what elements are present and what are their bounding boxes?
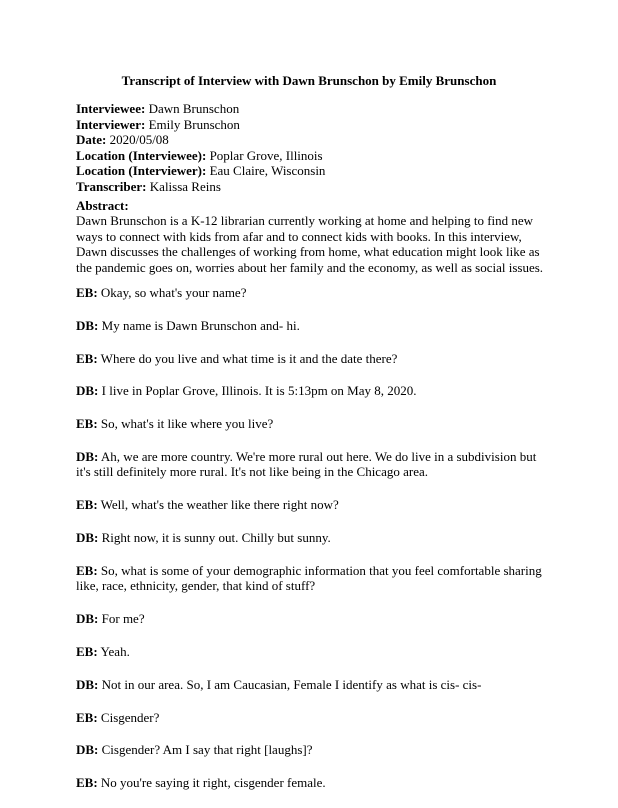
meta-label: Location (Interviewee): <box>76 147 207 163</box>
dialogue-turn <box>76 351 546 367</box>
speaker-label: DB: <box>76 530 99 546</box>
dialogue-turn <box>76 449 546 480</box>
speaker-label: EB: <box>76 709 98 725</box>
speaker-label: DB: <box>76 742 99 758</box>
speaker-label: EB: <box>76 775 98 791</box>
meta-interviewee <box>76 101 546 117</box>
utterance-text: No you're saying it right, cisgender female. <box>97 775 326 791</box>
document-title: Transcript of Interview with Dawn Brunschon by Emily Brunschon <box>121 73 497 88</box>
meta-label: Date: <box>76 132 107 147</box>
speaker-label: DB: <box>76 317 99 333</box>
abstract-heading: Abstract: <box>76 198 129 213</box>
utterance-text: Where do you live and what time is it and the date there? <box>97 350 398 366</box>
transcript-body <box>76 285 546 808</box>
meta-label: Transcriber: <box>76 178 147 194</box>
dialogue-turn <box>76 383 546 399</box>
utterance-text: Ah, we are more country. We're more rural out here. We do live in a subdivision but it's still definitely more rural. It's not like being in the Chicago area. <box>76 448 537 480</box>
speaker-label: EB: <box>76 643 98 659</box>
meta-date <box>76 132 546 148</box>
abstract-text: Dawn Brunschon is a K-12 librarian currently working at home and helping to find new ways to connect with kids from afar and to connect kids with books. In this interview, Dawn discusses the challenges of working from home, what education might look like as the pandemic goes on, worries about her family and the economy, as well as social issues. <box>76 213 544 275</box>
speaker-label: DB: <box>76 383 99 399</box>
meta-value: Kalissa Reins <box>146 178 221 194</box>
meta-interviewer <box>76 117 546 133</box>
meta-location-interviewer <box>76 163 546 179</box>
dialogue-turn <box>76 677 546 693</box>
utterance-text: Cisgender? <box>97 709 160 725</box>
dialogue-turn <box>76 775 546 791</box>
utterance-text: I live in Poplar Grove, Illinois. It is 5:13pm on May 8, 2020. <box>98 383 417 399</box>
utterance-text: Not in our area. So, I am Caucasian, Female I identify as what is cis- cis- <box>98 676 482 692</box>
dialogue-turn <box>76 611 546 627</box>
meta-label: Interviewer: <box>76 116 146 132</box>
dialogue-turn <box>76 710 546 726</box>
dialogue-turn <box>76 416 546 432</box>
meta-label: Interviewee: <box>76 101 146 116</box>
dialogue-turn <box>76 644 546 660</box>
interview-metadata <box>76 101 546 194</box>
utterance-text: Yeah. <box>97 643 130 659</box>
utterance-text: Well, what's the weather like there right now? <box>97 497 339 513</box>
meta-value: Eau Claire, Wisconsin <box>206 163 326 178</box>
speaker-label: EB: <box>76 562 98 578</box>
utterance-text: My name is Dawn Brunschon and- hi. <box>98 317 300 333</box>
speaker-label: DB: <box>76 676 99 692</box>
speaker-label: DB: <box>76 611 99 627</box>
meta-value: Dawn Brunschon <box>145 101 240 116</box>
meta-value: 2020/05/08 <box>106 132 169 147</box>
meta-location-interviewee <box>76 148 546 164</box>
utterance-text: Cisgender? Am I say that right [laughs]? <box>98 742 313 758</box>
utterance-text: Okay, so what's your name? <box>97 285 247 300</box>
dialogue-turn <box>76 530 546 546</box>
utterance-text: So, what is some of your demographic information that you feel comfortable sharing like, race, ethnicity, gender, that kind of stuff? <box>76 562 542 594</box>
speaker-label: EB: <box>76 350 98 366</box>
utterance-text: So, what's it like where you live? <box>97 416 274 432</box>
meta-value: Emily Brunschon <box>145 116 240 132</box>
dialogue-turn <box>76 742 546 758</box>
dialogue-turn <box>76 285 546 301</box>
dialogue-turn <box>76 563 546 594</box>
meta-transcriber <box>76 179 546 195</box>
dialogue-turn <box>76 497 546 513</box>
speaker-label: EB: <box>76 497 98 513</box>
speaker-label: EB: <box>76 285 98 300</box>
speaker-label: EB: <box>76 416 98 432</box>
meta-value: Poplar Grove, Illinois <box>206 147 323 163</box>
dialogue-turn <box>76 318 546 334</box>
speaker-label: DB: <box>76 448 99 464</box>
utterance-text: Right now, it is sunny out. Chilly but sunny. <box>98 530 331 546</box>
utterance-text: For me? <box>98 611 145 627</box>
meta-label: Location (Interviewer): <box>76 163 207 178</box>
